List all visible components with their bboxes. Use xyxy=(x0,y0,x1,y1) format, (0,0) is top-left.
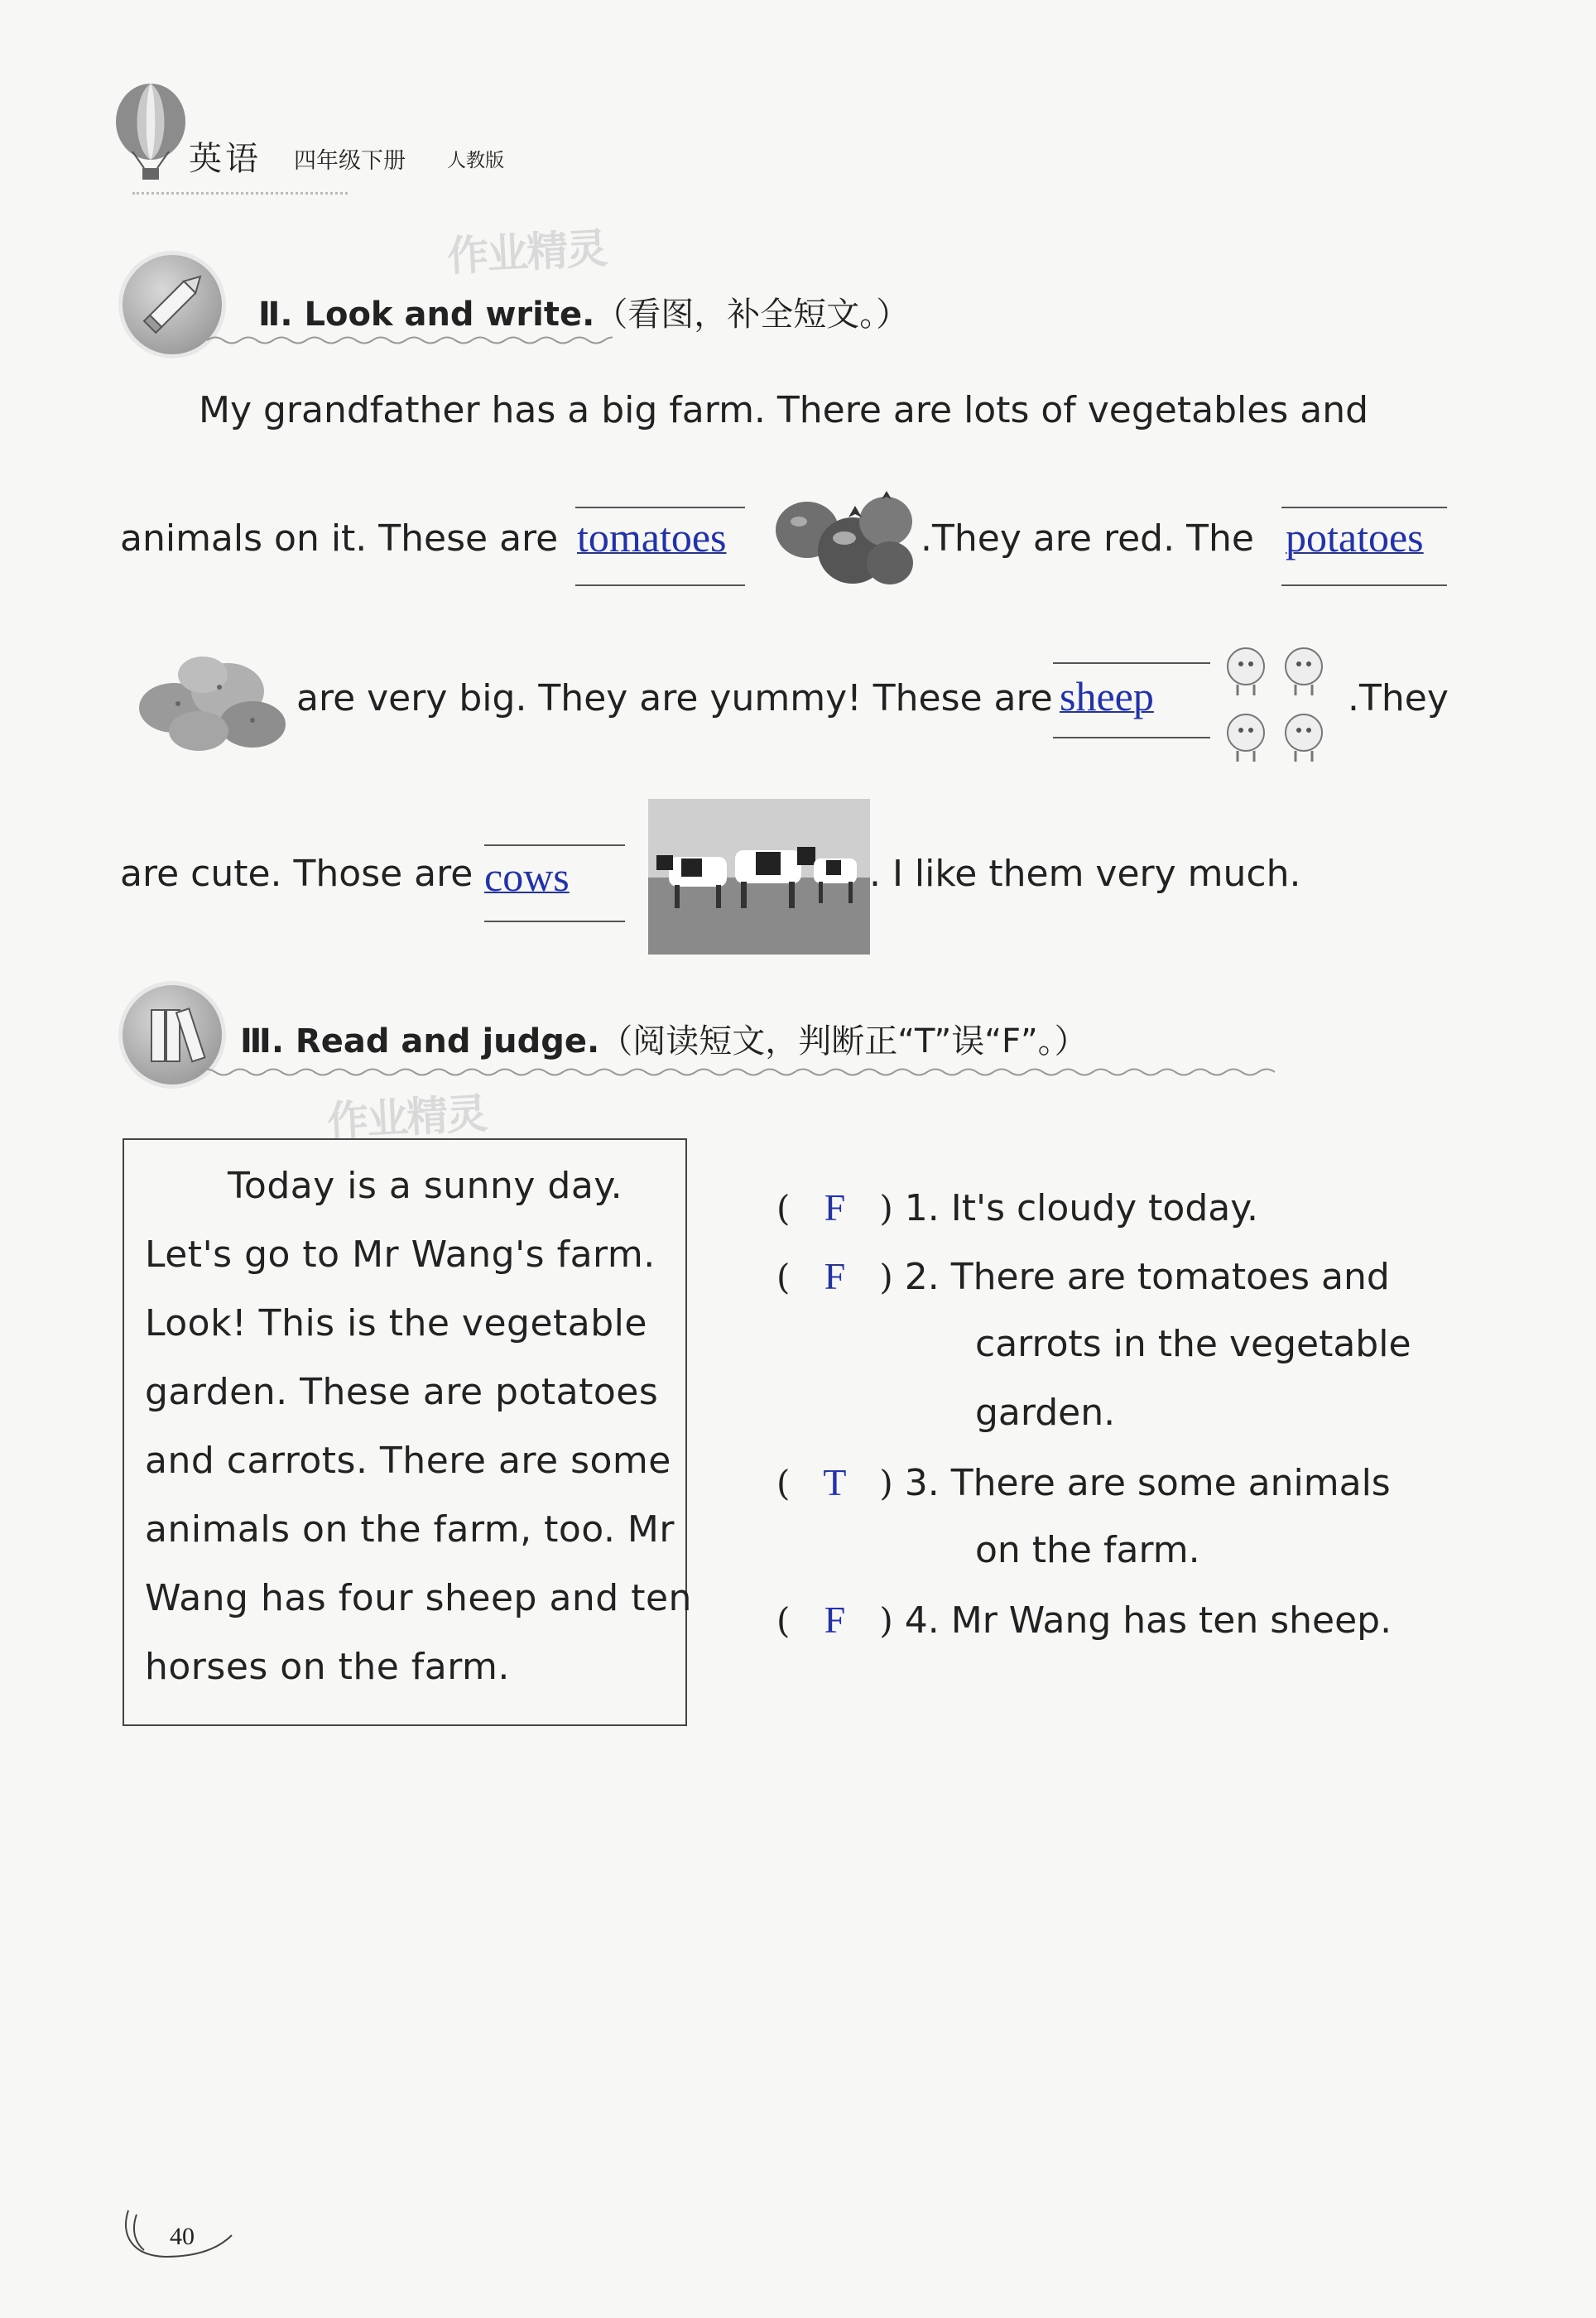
paragraph-line-2a: animals on it. These are xyxy=(120,517,559,560)
section-3-title-zh: （阅读短文，判断正“T”误“F”。） xyxy=(599,1022,1088,1060)
cows-image xyxy=(648,799,870,955)
paragraph-line-2b: .They are red. The xyxy=(921,517,1254,560)
question-text: 2. There are tomatoes and xyxy=(904,1256,1390,1298)
question-text: 3. There are some animals xyxy=(904,1462,1391,1504)
paragraph-line-3a: are very big. They are yummy! These are xyxy=(296,677,1053,719)
section-2-title: Ⅱ. Look and write. xyxy=(258,296,595,334)
blank-line xyxy=(575,584,745,586)
passage-line: Look! This is the vegetable xyxy=(145,1302,647,1344)
answer-potatoes[interactable]: potatoes xyxy=(1286,514,1424,560)
blank-line xyxy=(1053,662,1210,664)
question-2: ( F ) 2. There are tomatoes and xyxy=(776,1255,1390,1298)
passage-line: Today is a sunny day. xyxy=(228,1165,623,1207)
header-dotted-line xyxy=(132,192,348,196)
passage-line: horses on the farm. xyxy=(145,1646,510,1688)
blank-line xyxy=(575,507,745,508)
answer-cows[interactable]: cows xyxy=(484,854,570,900)
answer-q3[interactable]: T xyxy=(823,1461,847,1503)
question-text: carrots in the vegetable xyxy=(975,1323,1411,1365)
section-2-title-zh: （看图，补全短文。） xyxy=(594,296,910,334)
passage-line: Let's go to Mr Wang's farm. xyxy=(145,1234,656,1276)
blank-line xyxy=(484,844,625,846)
passage-line: animals on the farm, too. Mr xyxy=(145,1508,675,1551)
section-2-heading xyxy=(258,288,909,335)
watermark: 作业精灵 xyxy=(325,1089,488,1146)
paragraph-line-3b: .They xyxy=(1348,677,1449,719)
question-text: garden. xyxy=(975,1392,1116,1434)
question-3: ( T ) 3. There are some animals xyxy=(776,1461,1391,1504)
potatoes-image xyxy=(128,642,290,753)
blank-line xyxy=(484,921,625,922)
header-subject: 英语 xyxy=(189,140,262,178)
paragraph-line-1: My grandfather has a big farm. There are lots of vegetables and xyxy=(199,389,1369,431)
section-3-title: Ⅲ. Read and judge. xyxy=(240,1022,600,1060)
question-1: ( F ) 1. It's cloudy today. xyxy=(776,1186,1258,1229)
wavy-divider xyxy=(207,334,613,346)
wavy-divider xyxy=(199,1066,1275,1078)
header-edition: 人教版 xyxy=(447,150,504,171)
blank-line xyxy=(1281,507,1447,508)
answer-q1[interactable]: F xyxy=(824,1186,846,1229)
question-4: ( F ) 4. Mr Wang has ten sheep. xyxy=(776,1599,1392,1642)
question-text: 1. It's cloudy today. xyxy=(904,1187,1258,1229)
header-grade: 四年级下册 xyxy=(294,148,406,174)
watermark: 作业精灵 xyxy=(445,224,608,281)
section-3-heading xyxy=(240,1015,1088,1062)
passage-line: Wang has four sheep and ten xyxy=(145,1577,692,1619)
answer-q4[interactable]: F xyxy=(824,1599,846,1641)
blank-line xyxy=(1053,737,1210,738)
paragraph-line-4b: . I like them very much. xyxy=(869,853,1301,895)
passage-line: garden. These are potatoes xyxy=(145,1371,659,1413)
sheep-image xyxy=(1217,637,1333,766)
question-text: on the farm. xyxy=(975,1529,1200,1571)
answer-tomatoes[interactable]: tomatoes xyxy=(577,514,727,560)
paragraph-line-4a: are cute. Those are xyxy=(120,853,474,895)
question-text: 4. Mr Wang has ten sheep. xyxy=(904,1599,1392,1642)
page-number: 40 xyxy=(170,2223,195,2250)
passage-line: and carrots. There are some xyxy=(145,1440,671,1482)
reading-passage-box xyxy=(123,1138,692,1726)
blank-line xyxy=(1281,584,1447,586)
answer-sheep[interactable]: sheep xyxy=(1060,673,1154,719)
tomatoes-image xyxy=(766,484,919,592)
answer-q2[interactable]: F xyxy=(824,1255,846,1297)
